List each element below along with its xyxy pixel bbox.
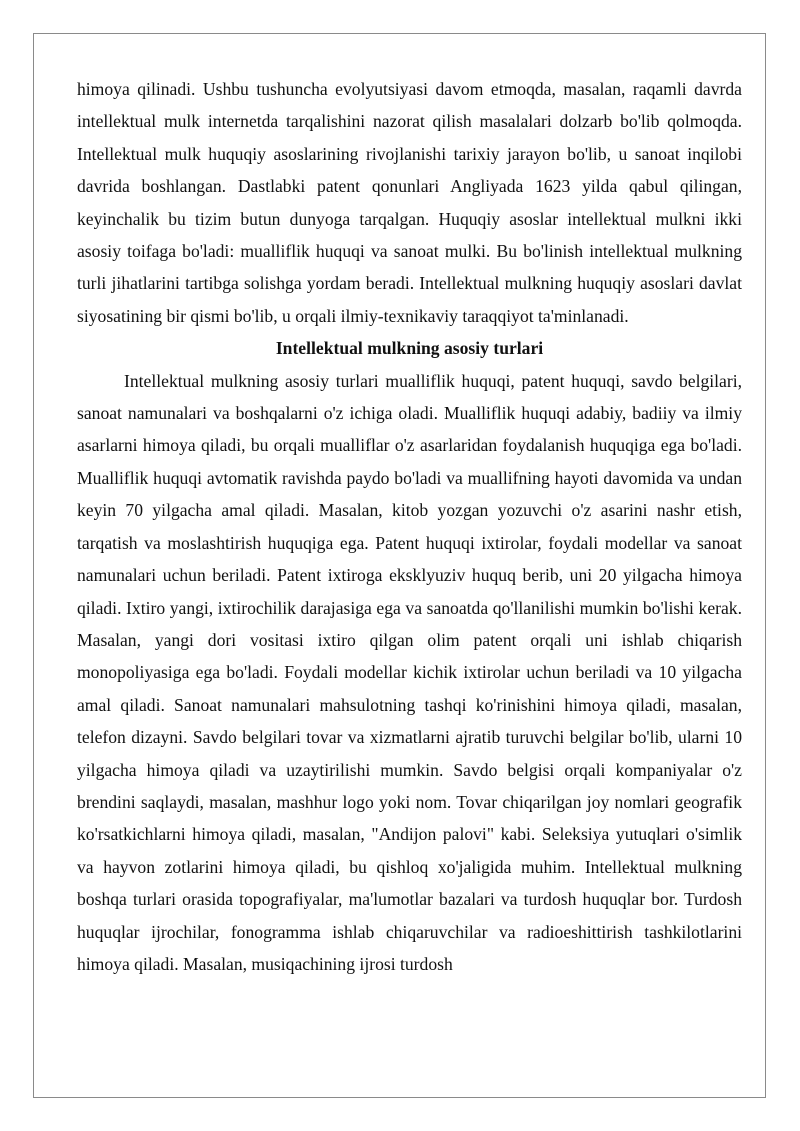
body-paragraph-continued: himoya qilinadi. Ushbu tushuncha evolyutsiyasi davom etmoqda, masalan, raqamli davrda intellektual mulk internetda tarqalishini nazorat qilish masalalari dolzarb bo'lib qolmoqda. Intellektual mulk huquqiy asoslarining rivojlanishi tarixiy jarayon bo'lib, u sanoat inqilobi davrida boshlangan. Dastlabki patent qonunlari Angliyada 1623 yilda qabul qilingan, keyinchalik bu tizim butun dunyoga tarqalgan. Huquqiy asoslar intellektual mulkni ikki asosiy toifaga bo'ladi: mualliflik huquqi va sanoat mulki. Bu bo'linish intellektual mulkning turli jihatlarini tartibga solishga yordam beradi. Intellektual mulkning huquqiy asoslari davlat siyosatining bir qismi bo'lib, u orqali ilmiy-texnikaviy taraqqiyot ta'minlanadi. <box>77 79 742 326</box>
document-body <box>77 73 742 980</box>
section-heading: Intellektual mulkning asosiy turlari <box>275 338 544 359</box>
body-paragraph: Intellektual mulkning asosiy turlari mualliflik huquqi, patent huquqi, savdo belgilari, sanoat namunalari va boshqalarni o'z ichiga oladi. Mualliflik huquqi adabiy, badiiy va ilmiy asarlarni himoya qiladi, bu orqali mualliflar o'z asarlaridan foydalanish huquqiga ega bo'ladi. Mualliflik huquqi avtomatik ravishda paydo bo'ladi va muallifning hayoti davomida va undan keyin 70 yilgacha amal qiladi. Masalan, kitob yozgan yozuvchi o'z asarini nashr etish, tarqatish va moslashtirish huquqiga ega. Patent huquqi ixtirolar, foydali modellar va sanoat namunalari uchun beriladi. Patent ixtiroga eksklyuziv huquq berib, uni 20 yilgacha himoya qiladi. Ixtiro yangi, ixtirochilik darajasiga ega va sanoatda qo'llanilishi mumkin bo'lishi kerak. Masalan, yangi dori vositasi ixtiro qilgan olim patent orqali uni ishlab chiqarish monopoliyasiga ega bo'ladi. Foydali modellar kichik ixtirolar uchun beriladi va 10 yilgacha amal qiladi. Sanoat namunalari mahsulotning tashqi ko'rinishini himoya qiladi, masalan, telefon dizayni. Savdo belgilari tovar va xizmatlarni ajratib turuvchi belgilar bo'lib, ularni 10 yilgacha himoya qiladi va uzaytirilishi mumkin. Savdo belgisi orqali kompaniyalar o'z brendini saqlaydi, masalan, mashhur logo yoki nom. Tovar chiqarilgan joy nomlari geografik ko'rsatkichlarni himoya qiladi, masalan, "Andijon palovi" kabi. Seleksiya yutuqlari o'simlik va hayvon zotlarini himoya qiladi, bu qishloq xo'jaligida muhim. Intellektual mulkning boshqa turlari orasida topografiyalar, ma'lumotlar bazalari va turdosh huquqlar bor. Turdosh huquqlar ijrochilar, fonogramma ishlab chiqaruvchilar va radioeshittirish tashkilotlarini himoya qiladi. Masalan, musiqachining ijrosi turdosh <box>77 370 742 974</box>
